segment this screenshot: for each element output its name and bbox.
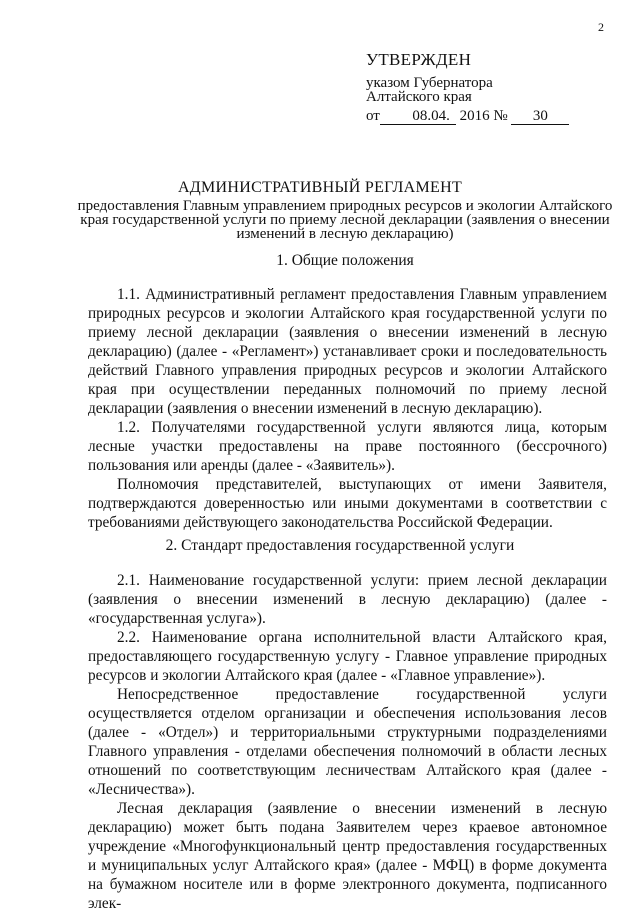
number-value: 30 [511, 108, 569, 125]
paragraph: 2.1. Наименование государственной услуги: прием лесной декларации (заявления о внесении изменений в лесную декларацию) (далее - «государственная услуга»). [88, 572, 607, 627]
paragraph: Непосредственное предоставление государственной услуги осуществляется отделом организации и обеспечения использования лесов (далее - «Отдел») и территориальными структурными подразделениями Главного управления - отделами обеспечения полномочий в области лесных отношений по соответствующим лесничествам Алтайского края (далее - «Лесничества»). [88, 686, 607, 798]
paragraph: 2.2. Наименование органа исполнительной власти Алтайского края, предоставляющего государственную услугу - Главное управление природных ресурсов и экологии Алтайского края (далее - «Главное управление»). [88, 629, 607, 684]
document-title: АДМИНИСТРАТИВНЫЙ РЕГЛАМЕНТ [177, 179, 463, 196]
year-value: 2016 [459, 108, 490, 124]
paragraph: Полномочия представителей, выступающих от имени Заявителя, подтверждаются доверенностью или иными документами в соответствии с требованиями действующего законодательства Российской Федерации. [88, 476, 607, 531]
section-2-heading: 2. Стандарт предоставления государственной услуги [165, 537, 515, 554]
section-2-body [88, 571, 607, 913]
date-value: 08.04. [380, 108, 456, 125]
approval-line-1: указом Губернатора [366, 75, 493, 91]
date-prefix: от [366, 108, 380, 124]
approval-title: УТВЕРЖДЕН [366, 50, 472, 69]
document-subtitle: предоставления Главным управлением природных ресурсов и экологии Алтайского края государственной услуги по приему лесной декларации (заявления о внесении изменений в лесную декларацию) [77, 198, 613, 242]
approval-line-2: Алтайского края [366, 89, 472, 105]
number-sign: № [493, 108, 508, 124]
approval-stamp [366, 50, 569, 125]
section-1-body [88, 285, 607, 532]
approval-date-row [366, 108, 569, 125]
paragraph: 1.2. Получателями государственной услуги являются лица, которым лесные участки предоставлены на праве постоянного (бессрочного) пользования или аренды (далее - «Заявитель»). [88, 419, 607, 474]
paragraph: 1.1. Административный регламент предоставления Главным управлением природных ресурсов и экологии Алтайского края государственной услуги по приему лесной декларации (заявления о внесении изменений в лесную декларацию) (далее - «Регламент») устанавливает сроки и последовательность действий Главного управления природных ресурсов и экологии Алтайского края при осуществлении переданных полномочий по приему лесной декларации (заявления о внесении изменений в лесную декларацию). [88, 286, 607, 417]
paragraph: Лесная декларация (заявление о внесении изменений в лесную декларацию) может быть подана Заявителем через краевое автономное учреждение «Многофункциональный центр предоставления государственных и муниципальных услуг Алтайского края» (далее - МФЦ) в форме документа на бумажном носителе или в форме электронного документа, подписанного элек- [88, 800, 607, 912]
section-1-heading: 1. Общие положения [276, 252, 414, 269]
page-number: 2 [598, 20, 604, 34]
